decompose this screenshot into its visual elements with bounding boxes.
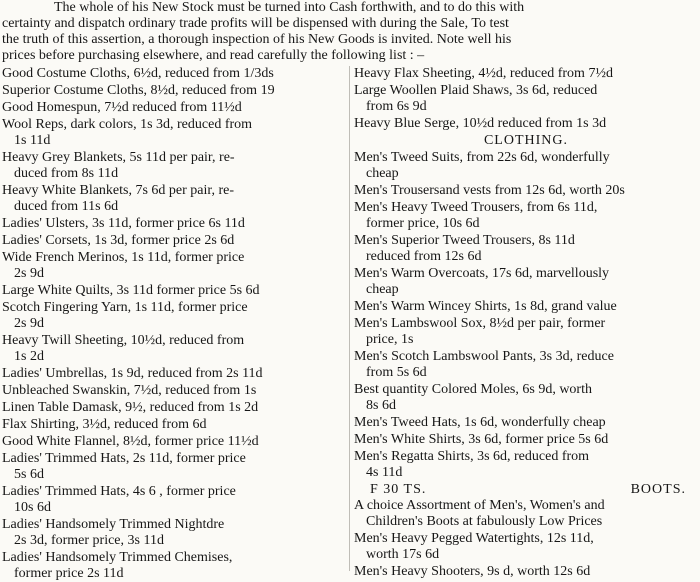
price-entry [2,66,347,82]
price-entry [354,116,698,132]
entry-line: Ladies' Ulsters, 3s 11d, former price 6s 11d [2,216,245,231]
entry-line: Men's Warm Overcoats, 17s 6d, marvellously [354,266,610,281]
right-price-column [354,66,698,579]
entry-continuation: 1s 11d [14,133,51,148]
entry-line: Ladies' Umbrellas, 1s 9d, reduced from 2s 11d [2,366,263,381]
price-entry [354,316,698,348]
price-entry [2,233,347,249]
left-price-column [2,66,347,581]
entry-line: Heavy Blue Serge, 10½d reduced from 1s 3d [354,116,607,131]
price-entry [354,299,698,315]
boots-list [354,498,698,580]
entry-continuation: duced from 11s 6d [14,199,119,214]
entry-line: Linen Table Damask, 9½, reduced from 1s 2d [2,400,259,415]
clothing-heading: CLOTHING. [483,133,569,148]
entry-continuation: cheap [366,166,399,181]
price-entry [354,432,698,448]
price-entry [354,382,698,414]
entry-line: Superior Costume Cloths, 8½d, reduced from 19 [2,83,275,98]
price-entry [2,283,347,299]
entry-line: Ladies' Trimmed Hats, 4s 6 , former price [2,484,236,499]
price-entry [354,233,698,265]
entry-line: Heavy White Blankets, 7s 6d per pair, re- [2,183,235,198]
entry-line: Ladies' Handsomely Trimmed Nightdre [2,517,225,532]
entry-line: Men's Scotch Lambswool Pants, 3s 3d, reduce [354,349,614,364]
price-entry [354,183,698,199]
price-entry [2,117,347,149]
entry-line: Ladies' Handsomely Trimmed Chemises, [2,550,233,565]
entry-line: Best quantity Colored Moles, 6s 9d, worth [354,382,592,397]
entry-line: Men's Heavy Pegged Watertights, 12s 11d, [354,531,594,546]
entry-line: Wool Reps, dark colors, 1s 3d, reduced from [2,117,253,132]
right-top-list [354,66,698,132]
intro-line: certainty and dispatch ordinary trade profits will be dispensed with during the Sale, To test [2,16,509,31]
price-entry [354,449,698,481]
price-entry [2,383,347,399]
entry-line: Men's Tweed Suits, from 22s 6d, wonderfully [354,150,610,165]
entry-continuation: from 6s 9d [366,99,427,114]
column-divider [349,66,350,571]
entry-continuation: 1s 2d [14,349,44,364]
entry-continuation: 4s 11d [366,465,403,480]
entry-line: Men's Heavy Shooters, 9s d, worth 12s 6d [354,564,591,579]
price-entry [354,415,698,431]
price-entry [354,83,698,115]
entry-line: Ladies' Corsets, 1s 3d, former price 2s 6d [2,233,235,248]
entry-continuation: former price, 10s 6d [366,216,480,231]
boots-heading-right: BOOTS. [630,482,686,497]
price-entry [2,366,347,382]
price-entry [354,266,698,298]
entry-line: Flax Shirting, 3½d, reduced from 6d [2,417,207,432]
price-entry [354,200,698,232]
price-entry [2,550,347,582]
entry-line: Men's White Shirts, 3s 6d, former price 5s 6d [354,432,609,447]
entry-continuation: from 5s 6d [366,365,427,380]
entry-continuation: price, 1s [366,332,414,347]
entry-line: Large White Quilts, 3s 11d former price 5s 6d [2,283,260,298]
price-entry [2,333,347,365]
price-entry [354,150,698,182]
clothing-list [354,150,698,481]
price-entry [2,216,347,232]
entry-line: Good Costume Cloths, 6½d, reduced from 1/3ds [2,66,274,81]
price-entry [2,183,347,215]
intro-line: The whole of his New Stock must be turned into Cash forthwith, and to do this with [54,0,525,15]
entry-line: Wide French Merinos, 1s 11d, former price [2,250,245,265]
price-entry [354,349,698,381]
entry-continuation: cheap [366,282,399,297]
boots-heading-left: F 30 TS. [370,482,427,497]
price-entry [2,417,347,433]
price-entry [354,531,698,563]
entry-line: Men's Warm Wincey Shirts, 1s 8d, grand value [354,299,617,314]
entry-line: Men's Trousersand vests from 12s 6d, worth 20s [354,183,625,198]
entry-continuation: former price 2s 11d [14,566,124,581]
entry-line: A choice Assortment of Men's, Women's and [354,498,605,513]
entry-continuation: 2s 9d [14,316,44,331]
entry-line: Men's Heavy Tweed Trousers, from 6s 11d, [354,200,598,215]
entry-line: Men's Superior Tweed Trousers, 8s 11d [354,233,575,248]
intro-paragraph [2,0,698,64]
price-entry [2,83,347,99]
price-entry [2,100,347,116]
entry-continuation: 2s 3d, former price, 3s 11d [14,533,164,548]
entry-line: Scotch Fingering Yarn, 1s 11d, former price [2,300,248,315]
entry-line: Heavy Flax Sheeting, 4½d, reduced from 7½d [354,66,613,81]
entry-line: Men's Lambswool Sox, 8½d per pair, former [354,316,606,331]
price-entry [2,400,347,416]
entry-continuation: Children's Boots at fabulously Low Prices [366,514,603,529]
boots-heading [354,482,698,498]
entry-line: Large Woollen Plaid Shaws, 3s 6d, reduced [354,83,598,98]
price-entry [354,498,698,530]
entry-line: Unbleached Swanskin, 7½d, reduced from 1s [2,383,257,398]
entry-continuation: 5s 6d [14,467,44,482]
price-entry [2,451,347,483]
entry-continuation: reduced from 12s 6d [366,249,482,264]
entry-line: Men's Tweed Hats, 1s 6d, wonderfully cheap [354,415,606,430]
price-entry [2,434,347,450]
entry-line: Good White Flannel, 8½d, former price 11½d [2,434,259,449]
price-entry [2,484,347,516]
price-entry [2,250,347,282]
entry-continuation: 2s 9d [14,266,44,281]
entry-line: Men's Regatta Shirts, 3s 6d, reduced from [354,449,590,464]
price-entry [354,66,698,82]
entry-continuation: 10s 6d [14,500,51,515]
entry-continuation: worth 17s 6d [366,547,440,562]
price-entry [2,300,347,332]
entry-continuation: duced from 8s 11d [14,166,119,181]
intro-line: the truth of this assertion, a thorough inspection of his New Goods is invited. Note well his [2,32,512,47]
price-entry [2,150,347,182]
entry-line: Heavy Twill Sheeting, 10½d, reduced from [2,333,245,348]
entry-continuation: 8s 6d [366,398,396,413]
intro-line: prices before purchasing elsewhere, and read carefully the following list : – [2,48,425,63]
entry-line: Good Homespun, 7½d reduced from 11½d [2,100,242,115]
entry-line: Heavy Grey Blankets, 5s 11d per pair, re- [2,150,235,165]
entry-line: Ladies' Trimmed Hats, 2s 11d, former price [2,451,246,466]
price-entry [354,564,698,580]
price-entry [2,517,347,549]
